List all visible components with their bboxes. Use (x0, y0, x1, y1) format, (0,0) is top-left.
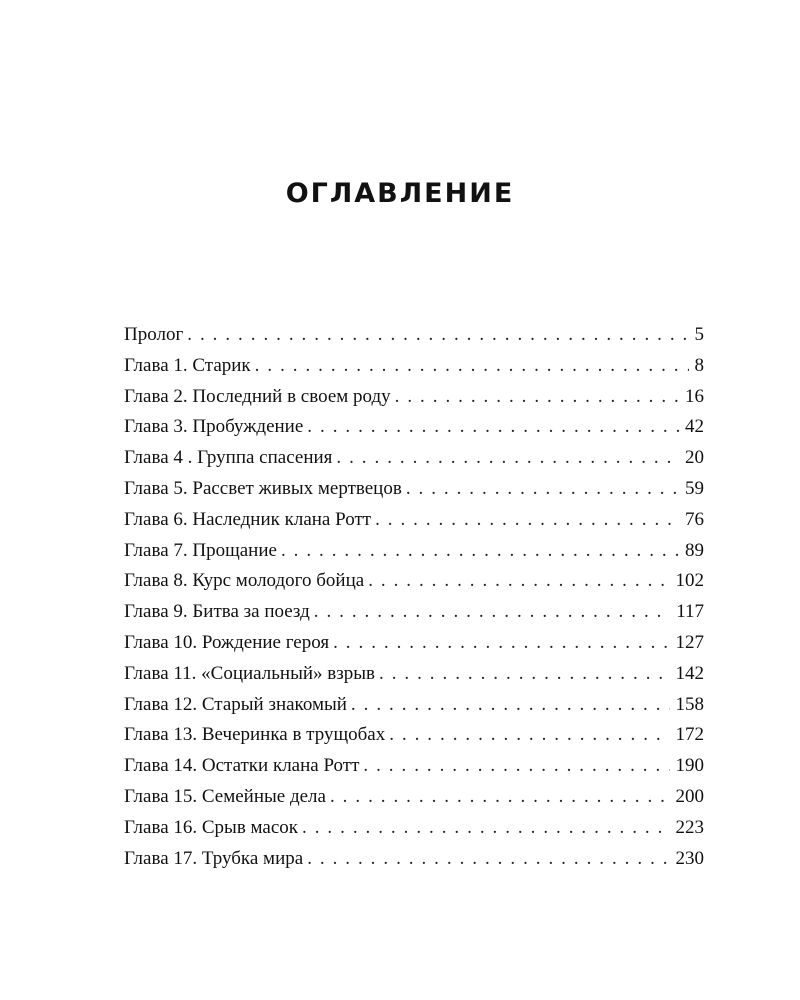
toc-entry (124, 597, 704, 628)
toc-page-number: 5 (694, 324, 704, 345)
dot-leader (368, 566, 669, 597)
dot-leader (307, 844, 669, 875)
dot-leader (187, 320, 688, 351)
dot-leader (314, 597, 670, 628)
toc-entry-title: Глава 8. Курс молодого бойца (124, 570, 365, 592)
toc-page-number: 172 (675, 724, 704, 746)
toc-page-number: 200 (675, 785, 704, 807)
toc-entry-title: Глава 2. Последний в своем роду (124, 385, 391, 407)
toc-entry-title: Глава 11. «Социальный» взрыв (124, 662, 375, 684)
dot-leader (281, 536, 679, 567)
toc-entry-title: Глава 10. Рождение героя (124, 631, 330, 653)
toc-entry-title: Глава 16. Срыв масок (124, 816, 299, 838)
toc-page-number: 142 (675, 662, 704, 684)
dot-leader (363, 751, 669, 782)
toc-page-number: 158 (675, 693, 704, 715)
toc-entry-title: Глава 15. Семейные дела (124, 785, 326, 807)
toc-entry-title: Глава 3. Пробуждение (124, 416, 304, 438)
dot-leader (307, 412, 679, 443)
toc-entry (124, 320, 704, 351)
dot-leader (375, 505, 679, 536)
toc-entry-title: Глава 1. Старик (124, 354, 251, 376)
toc-entry-title: Глава 14. Остатки клана Ротт (124, 755, 360, 777)
toc-entry (124, 659, 704, 690)
toc-heading: ОГЛАВЛЕНИЕ (285, 178, 515, 209)
toc-page-number: 20 (685, 447, 704, 469)
toc-entry-title: Глава 5. Рассвет живых мертвецов (124, 477, 402, 499)
toc-page-number: 230 (675, 847, 704, 869)
dot-leader (406, 474, 679, 505)
toc-entry (124, 813, 704, 844)
toc-page-number: 89 (685, 539, 704, 561)
toc-entry (124, 566, 704, 597)
toc-page-number: 127 (675, 631, 704, 653)
dot-leader (351, 690, 670, 721)
toc-entry (124, 412, 704, 443)
toc-page-number: 102 (675, 570, 704, 592)
dot-leader (379, 659, 670, 690)
toc-entry (124, 751, 704, 782)
dot-leader (330, 782, 670, 813)
toc-page-number: 42 (685, 416, 704, 438)
toc-page-number: 59 (685, 477, 704, 499)
dot-leader (336, 443, 679, 474)
toc-list (124, 320, 704, 874)
toc-entry (124, 351, 704, 382)
toc-entry (124, 505, 704, 536)
toc-entry (124, 382, 704, 413)
toc-entry-title: Глава 13. Вечеринка в трущобах (124, 724, 386, 746)
dot-leader (395, 382, 679, 413)
toc-page-number: 223 (675, 816, 704, 838)
toc-entry-title: Глава 4 . Группа спасения (124, 447, 333, 469)
toc-entry-title: Глава 9. Битва за поезд (124, 601, 310, 623)
toc-entry (124, 844, 704, 875)
toc-entry (124, 782, 704, 813)
toc-page-number: 76 (685, 508, 704, 530)
dot-leader (389, 720, 669, 751)
toc-entry-title: Глава 12. Старый знакомый (124, 693, 347, 715)
toc-page-number: 8 (694, 354, 704, 376)
toc-entry-title: Глава 17. Трубка мира (124, 847, 304, 869)
toc-entry (124, 443, 704, 474)
toc-entry-title: Глава 6. Наследник клана Ротт (124, 508, 372, 530)
toc-entry (124, 628, 704, 659)
toc-entry-title: Глава 7. Прощание (124, 539, 277, 561)
toc-entry (124, 720, 704, 751)
dot-leader (333, 628, 669, 659)
dot-leader (302, 813, 669, 844)
dot-leader (255, 351, 689, 382)
toc-entry (124, 536, 704, 567)
toc-entry (124, 690, 704, 721)
toc-entry (124, 474, 704, 505)
toc-page-number: 16 (685, 385, 704, 407)
toc-entry-title: Пролог (124, 324, 184, 345)
toc-page-number: 190 (675, 755, 704, 777)
toc-page-number: 117 (676, 601, 704, 623)
